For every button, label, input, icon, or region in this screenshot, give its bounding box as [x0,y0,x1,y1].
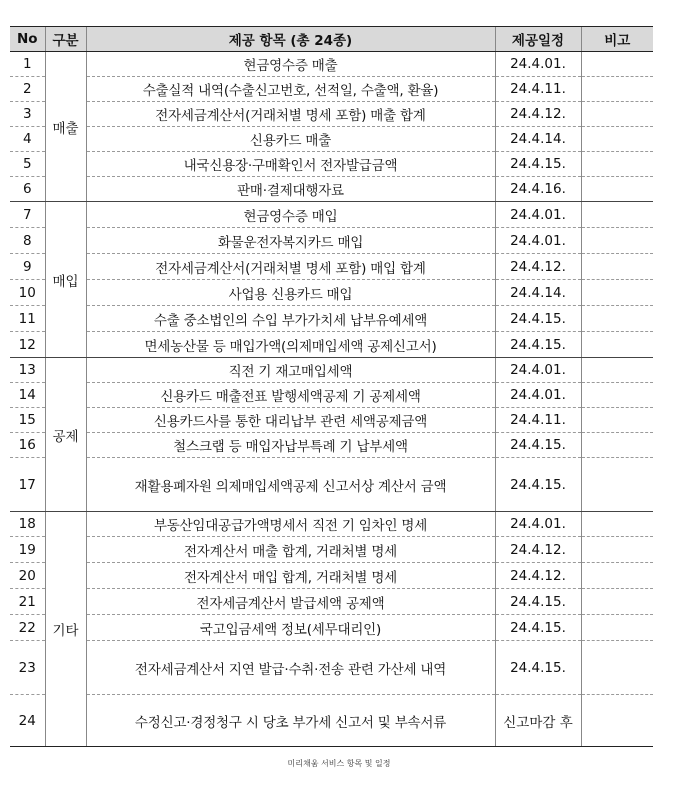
table-row [10,615,653,641]
table-row [10,589,653,615]
remarks-cell [581,152,653,177]
header-remarks: 비고 [581,27,653,52]
category-cell: 기타 [45,512,86,747]
row-number: 24 [10,695,45,747]
row-number: 9 [10,254,45,280]
row-number: 7 [10,202,45,228]
header-schedule: 제공일정 [495,27,581,52]
row-number: 22 [10,615,45,641]
schedule-cell: 24.4.15. [495,615,581,641]
schedule-cell: 24.4.01. [495,52,581,77]
item-cell: 판매·결제대행자료 [86,177,495,202]
schedule-cell: 24.4.12. [495,537,581,563]
schedule-cell: 24.4.01. [495,228,581,254]
table-row [10,641,653,695]
schedule-cell: 24.4.16. [495,177,581,202]
table-row [10,358,653,383]
remarks-cell [581,332,653,358]
schedule-cell: 24.4.01. [495,512,581,537]
schedule-cell: 24.4.15. [495,152,581,177]
table-row [10,52,653,77]
item-cell: 사업용 신용카드 매입 [86,280,495,306]
remarks-cell [581,77,653,102]
item-cell: 내국신용장·구매확인서 전자발급금액 [86,152,495,177]
row-number: 12 [10,332,45,358]
item-cell: 재활용폐자원 의제매입세액공제 신고서상 계산서 금액 [86,458,495,512]
row-number: 4 [10,127,45,152]
remarks-cell [581,202,653,228]
table-row [10,280,653,306]
schedule-cell: 24.4.15. [495,332,581,358]
item-cell: 직전 기 재고매입세액 [86,358,495,383]
remarks-cell [581,254,653,280]
item-cell: 철스크랩 등 매입자납부특례 기 납부세액 [86,433,495,458]
remarks-cell [581,358,653,383]
category-cell: 공제 [45,358,86,512]
schedule-cell: 24.4.15. [495,458,581,512]
remarks-cell [581,228,653,254]
table-row [10,383,653,408]
schedule-cell: 24.4.14. [495,280,581,306]
table-row [10,433,653,458]
schedule-cell: 24.4.01. [495,202,581,228]
item-cell: 면세농산물 등 매입가액(의제매입세액 공제신고서) [86,332,495,358]
row-number: 3 [10,102,45,127]
schedule-cell: 24.4.01. [495,358,581,383]
row-number: 5 [10,152,45,177]
row-number: 18 [10,512,45,537]
schedule-cell: 24.4.15. [495,641,581,695]
row-number: 8 [10,228,45,254]
item-cell: 부동산임대공급가액명세서 직전 기 임차인 명세 [86,512,495,537]
item-cell: 현금영수증 매입 [86,202,495,228]
remarks-cell [581,127,653,152]
table-row [10,512,653,537]
remarks-cell [581,306,653,332]
header-category: 구분 [45,27,86,52]
header-items: 제공 항목 (총 24종) [86,27,495,52]
item-cell: 수출실적 내역(수출신고번호, 선적일, 수출액, 환율) [86,77,495,102]
item-cell: 현금영수증 매출 [86,52,495,77]
item-cell: 전자계산서 매출 합계, 거래처별 명세 [86,537,495,563]
row-number: 2 [10,77,45,102]
row-number: 16 [10,433,45,458]
table-row [10,537,653,563]
row-number: 17 [10,458,45,512]
row-number: 15 [10,408,45,433]
remarks-cell [581,408,653,433]
remarks-cell [581,433,653,458]
item-cell: 수정신고·경정청구 시 당초 부가세 신고서 및 부속서류 [86,695,495,747]
table-row [10,202,653,228]
item-cell: 국고입금세액 정보(세무대리인) [86,615,495,641]
item-cell: 전자계산서 매입 합계, 거래처별 명세 [86,563,495,589]
remarks-cell [581,280,653,306]
remarks-cell [581,102,653,127]
item-cell: 수출 중소법인의 수입 부가가치세 납부유예세액 [86,306,495,332]
remarks-cell [581,615,653,641]
row-number: 13 [10,358,45,383]
table-row [10,177,653,202]
remarks-cell [581,537,653,563]
remarks-cell [581,641,653,695]
item-cell: 화물운전자복지카드 매입 [86,228,495,254]
row-number: 6 [10,177,45,202]
table-body [10,52,653,747]
remarks-cell [581,563,653,589]
item-cell: 전자세금계산서 발급세액 공제액 [86,589,495,615]
row-number: 14 [10,383,45,408]
schedule-cell: 24.4.11. [495,408,581,433]
remarks-cell [581,458,653,512]
row-number: 21 [10,589,45,615]
service-table [10,26,653,747]
table-row [10,306,653,332]
table-row [10,254,653,280]
schedule-cell: 24.4.12. [495,563,581,589]
schedule-cell: 24.4.14. [495,127,581,152]
table-row [10,563,653,589]
remarks-cell [581,383,653,408]
row-number: 11 [10,306,45,332]
header-no: No [10,27,45,52]
table-row [10,152,653,177]
row-number: 20 [10,563,45,589]
item-cell: 신용카드사를 통한 대리납부 관련 세액공제금액 [86,408,495,433]
category-cell: 매출 [45,52,86,202]
row-number: 10 [10,280,45,306]
remarks-cell [581,589,653,615]
header-row [10,27,653,52]
remarks-cell [581,177,653,202]
schedule-cell: 24.4.15. [495,589,581,615]
remarks-cell [581,695,653,747]
schedule-cell: 24.4.01. [495,383,581,408]
table-row [10,102,653,127]
table-row [10,408,653,433]
schedule-cell: 24.4.15. [495,306,581,332]
remarks-cell [581,512,653,537]
item-cell: 전자세금계산서(거래처별 명세 포함) 매출 합계 [86,102,495,127]
schedule-cell: 24.4.12. [495,102,581,127]
schedule-cell: 24.4.11. [495,77,581,102]
table-row [10,127,653,152]
row-number: 1 [10,52,45,77]
item-cell: 신용카드 매출 [86,127,495,152]
table-row [10,695,653,747]
schedule-cell: 24.4.12. [495,254,581,280]
row-number: 23 [10,641,45,695]
item-cell: 전자세금계산서 지연 발급·수취·전송 관련 가산세 내역 [86,641,495,695]
item-cell: 전자세금계산서(거래처별 명세 포함) 매입 합계 [86,254,495,280]
table-caption: 미리채움 서비스 항목 및 일정 [287,759,391,768]
category-cell: 매입 [45,202,86,358]
schedule-cell: 신고마감 후 [495,695,581,747]
item-cell: 신용카드 매출전표 발행세액공제 기 공제세액 [86,383,495,408]
table-row [10,228,653,254]
table-row [10,332,653,358]
table-row [10,77,653,102]
table-row [10,458,653,512]
schedule-cell: 24.4.15. [495,433,581,458]
remarks-cell [581,52,653,77]
row-number: 19 [10,537,45,563]
